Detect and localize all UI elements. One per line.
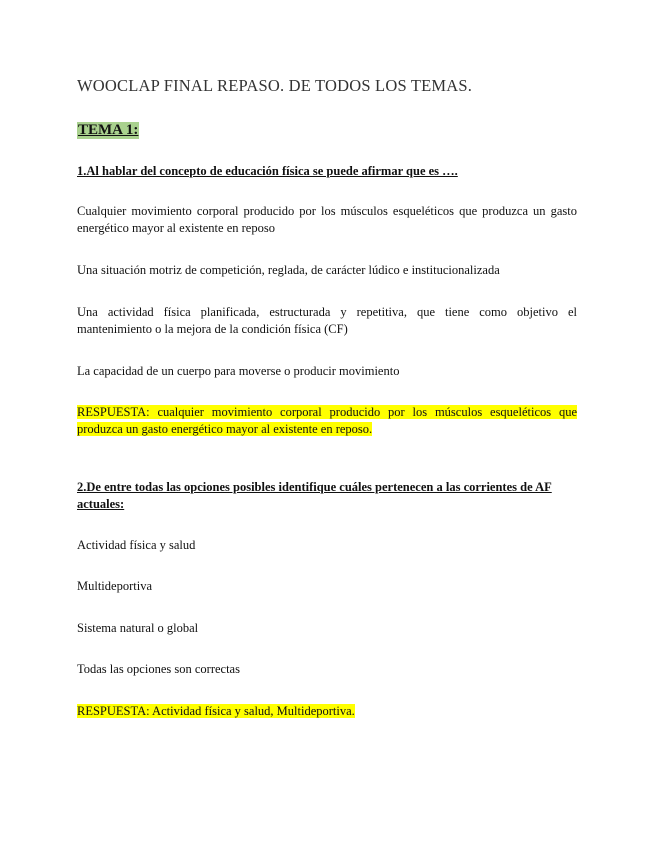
q2-option-3: Sistema natural o global <box>77 621 199 635</box>
q2-option-4: Todas las opciones son correctas <box>77 662 240 676</box>
q2-option-1: Actividad física y salud <box>77 538 196 552</box>
question-2: 2.De entre todas las opciones posibles identifique cuáles pertenecen a las corrientes de AF actuales: <box>77 480 552 511</box>
section-heading: TEMA 1: <box>78 122 139 138</box>
q2-answer <box>77 703 577 720</box>
question-1: 1.Al hablar del concepto de educación física se puede afirmar que es …. <box>77 164 458 178</box>
q1-option-3: Una actividad física planificada, estructurada y repetitiva, que tiene como objetivo el mantenimiento o la mejora de la condición física (CF) <box>77 305 577 336</box>
q1-option-1: Cualquier movimiento corporal producido por los músculos esqueléticos que produzca un gasto energético mayor al existente en reposo <box>77 204 577 235</box>
q1-option-2: Una situación motriz de competición, reglada, de carácter lúdico e institucionalizada <box>77 263 500 277</box>
document-title: WOOCLAP FINAL REPASO. DE TODOS LOS TEMAS. <box>77 76 473 95</box>
q1-answer <box>77 404 577 438</box>
q1-option-4: La capacidad de un cuerpo para moverse o producir movimiento <box>77 364 400 378</box>
answer-highlight: RESPUESTA: cualquier movimiento corporal producido por los músculos esqueléticos que produzca un gasto energético mayor al existente en reposo. <box>77 405 577 436</box>
answer-highlight: RESPUESTA: Actividad física y salud, Multideportiva. <box>77 704 355 718</box>
q2-option-2: Multideportiva <box>77 579 152 593</box>
